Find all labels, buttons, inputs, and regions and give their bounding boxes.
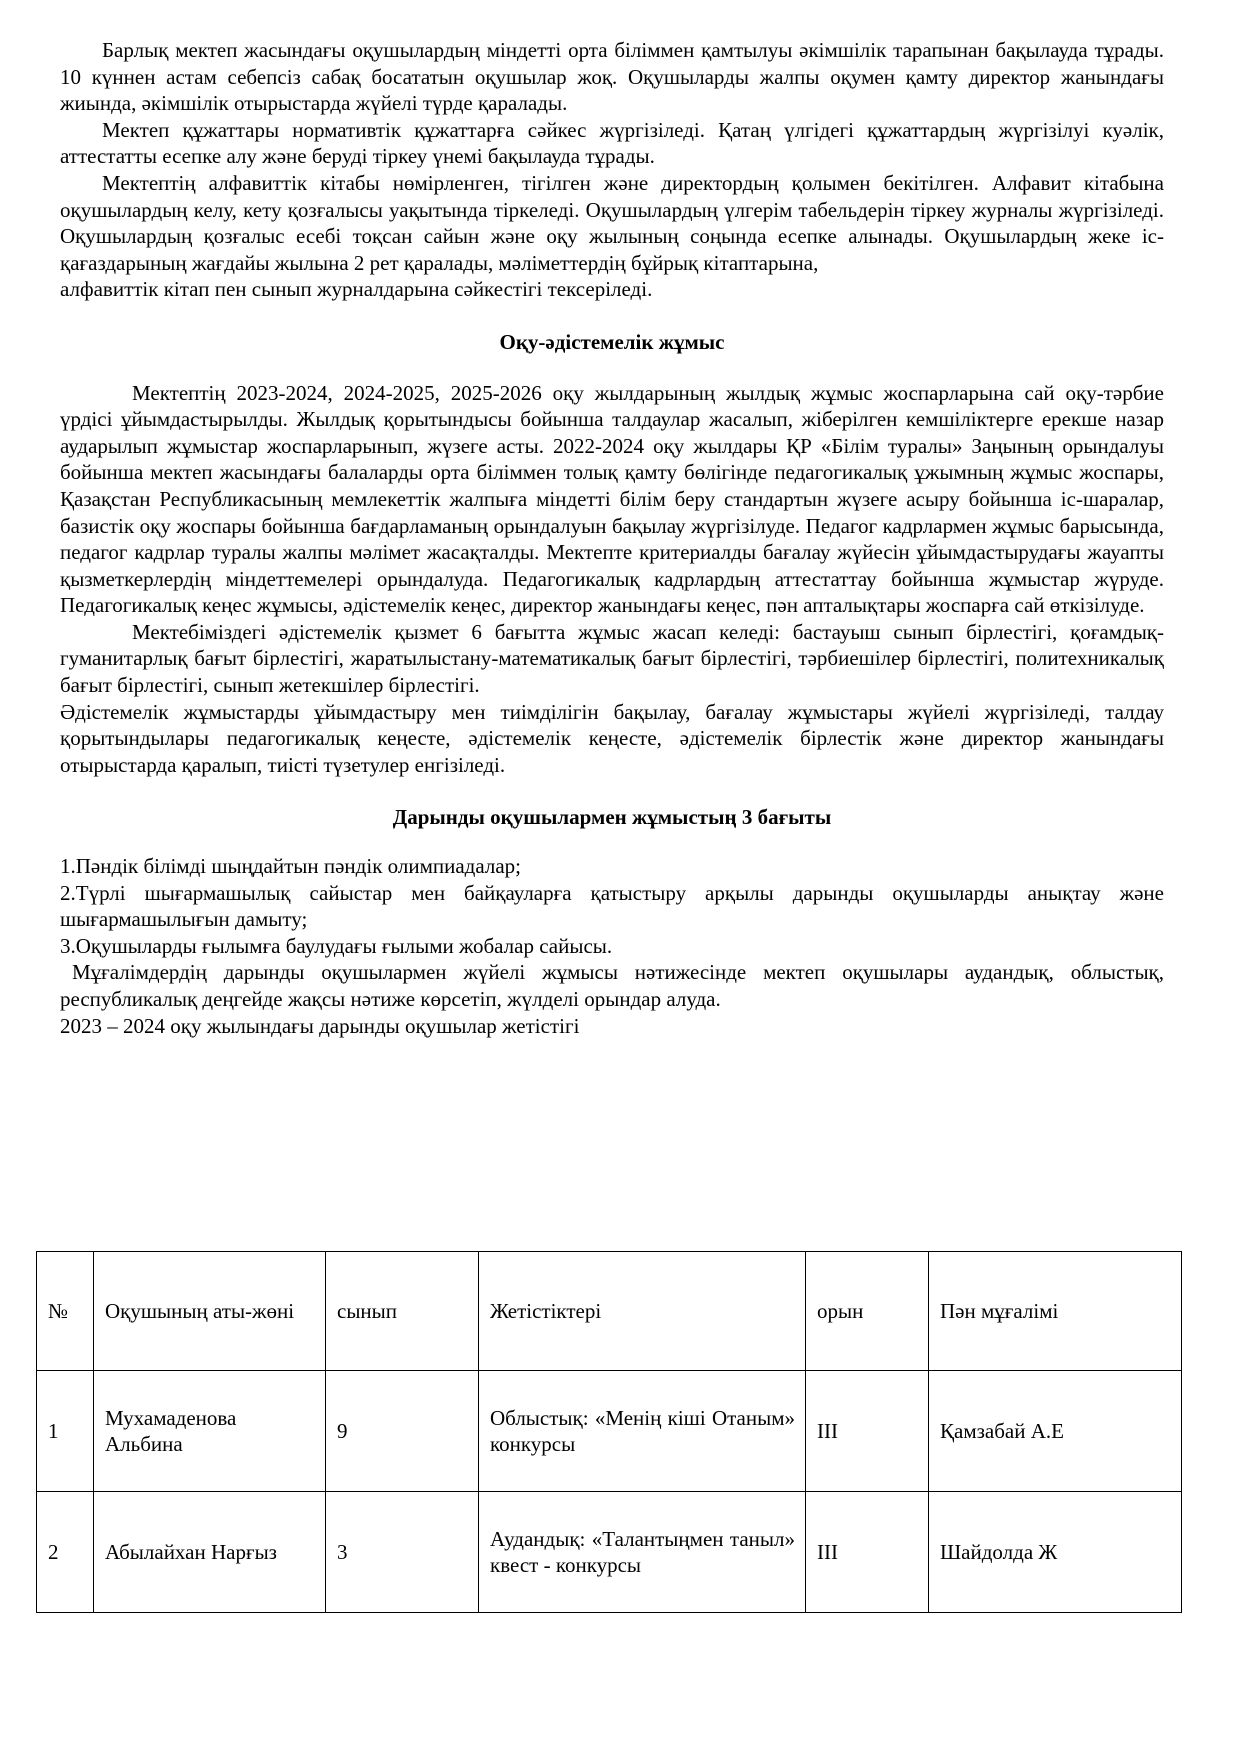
method-paragraph-3: Әдістемелік жұмыстарды ұйымдастыру мен тиімділігін бақылау, бағалау жұмыстары жүйелі жүргізіледі, талдау қорытындылары педагогикалық кеңесте, әдістемелік кеңесте, әдістемелік бірлестік және директор жанындағы отырыстарда қаралып, тиісті түзетулер енгізіледі. — [60, 699, 1164, 777]
header-achievements: Жетістіктері — [479, 1252, 806, 1371]
intro-paragraph-3: Мектептің алфавиттік кітабы нөмірленген, тігілген және директордың қолымен бекітілген. Алфавит кітабына оқушылардың келу, кету қозғалысы уақытында тіркеледі. Оқушылардың үлгерім табельдерін тіркеу журналы жүргізіледі. Оқушылардың қозғалыс есебі тоқсан сайын және оқу жылының соңында есепке алынады. Оқушылардың жеке іс-қағаздарының жағдайы жылына 2 рет қаралады, мәліметтердің бұйрық кітаптарына, — [60, 170, 1164, 275]
list-item: 1.Пәндік білімді шыңдайтын пәндік олимпиадалар; — [60, 854, 521, 879]
document-body — [60, 37, 1164, 1039]
gifted-directions-list — [60, 853, 1164, 959]
intro-paragraph-2: Мектеп құжаттары нормативтік құжаттарға сәйкес жүргізіледі. Қатаң үлгідегі құжаттардың жүргізілуі куәлік, аттестатты есепке алу және беруді тіркеу үнемі бақылауда тұрады. — [60, 117, 1164, 169]
cell-teacher: Шайдолда Ж — [929, 1492, 1182, 1613]
list-item: 3.Оқушыларды ғылымға баулудағы ғылыми жобалар сайысы. — [60, 933, 613, 958]
section-heading-methodical: Оқу-әдістемелік жұмыс — [499, 329, 725, 354]
section-heading-gifted: Дарынды оқушылармен жұмыстың 3 бағыты — [392, 805, 832, 830]
intro-paragraph-4: алфавиттік кітап пен сынып журналдарына сәйкестігі тексеріледі. — [60, 277, 653, 302]
cell-number: 1 — [37, 1371, 94, 1492]
cell-student-name: Абылайхан Нарғыз — [94, 1492, 326, 1613]
table-header-row — [37, 1252, 1182, 1371]
cell-achievement: Аудандық: «Талантыңмен таныл» квест - конкурсы — [479, 1492, 806, 1613]
gifted-paragraph: Мұғалімдердің дарынды оқушылармен жүйелі жұмысы нәтижесінде мектеп оқушылары аудандық, облыстық, республикалық деңгейде жақсы нәтиже көрсетіп, жүлделі орындар алуда. — [60, 960, 1164, 1011]
method-paragraph-2: Мектебіміздегі әдістемелік қызмет 6 бағытта жұмыс жасап келеді: бастауыш сынып бірлестігі, қоғамдық-гуманитарлық бағыт бірлестігі, жаратылыстану-математикалық бағыт бірлестігі, тәрбиешілер бірлестігі, политехникалық бағыт бірлестігі, сынып жетекшілер бірлестігі. — [60, 619, 1164, 698]
header-teacher: Пән мұғалімі — [929, 1252, 1182, 1371]
cell-number: 2 — [37, 1492, 94, 1613]
cell-teacher: Қамзабай А.Е — [929, 1371, 1182, 1492]
method-paragraph-1: Мектептің 2023-2024, 2024-2025, 2025-2026 оқу жылдарының жылдық жұмыс жоспарларына сай оқу-тәрбие үрдісі ұйымдастырылды. Жылдық қорытындысы бойынша талдаулар жасалып, жіберілген кемшіліктерге ерекше назар аударылып жұмыстар жоспарларынып, жүзеге асты. 2022-2024 оқу жылдары ҚР «Білім туралы» Заңының орындалуы бойынша мектеп жасындағы балаларды орта біліммен толық қамту бөлігінде педагогикалық ұжымның жұмыс жоспары, Қазақстан Республикасының мемлекеттік жалпыға міндетті білім беру стандартын жүзеге асыру бойынша іс-шаралар, базистік оқу жоспары бойынша бағдарламаның орындалуын бақылау жүргізілуде. Педагог кадрлармен жұмыс барысында, педагог кадрлар туралы жалпы мәлімет жасақталды. Мектепте критериалды бағалау жүйесін ұйымдастырудағы жауапты қызметкерлердің міндеттемелері орындалуда. Педагогикалық кадрлардың аттестаттау бойынша жұмыстар жүруде. Педагогикалық кеңес жұмысы, әдістемелік кеңес, директор жанындағы кеңес, пән апталықтары жоспарға сай өткізілуде. — [60, 380, 1164, 618]
table-row — [37, 1492, 1182, 1613]
achievements-table — [36, 1251, 1182, 1613]
cell-student-name: Мухамаденова Альбина — [94, 1371, 326, 1492]
header-student-name: Оқушының аты-жөні — [94, 1252, 326, 1371]
cell-grade: 9 — [326, 1371, 479, 1492]
table-caption: 2023 – 2024 оқу жылындағы дарынды оқушылар жетістігі — [60, 1013, 580, 1038]
header-place: орын — [806, 1252, 929, 1371]
table-row — [37, 1371, 1182, 1492]
cell-place: III — [806, 1492, 929, 1613]
intro-paragraph-1: Барлық мектеп жасындағы оқушылардың міндетті орта біліммен қамтылуы әкімшілік тарапынан бақылауда тұрады. 10 күннен астам себепсіз сабақ босататын оқушылар жоқ. Оқушыларды жалпы оқумен қамту директор жанындағы жиында, әкімшілік отырыстарда жүйелі түрде қаралады. — [60, 38, 1164, 116]
list-item: 2.Түрлі шығармашылық сайыстар мен байқауларға қатыстыру арқылы дарынды оқушыларды анықтау және шығармашылығын дамыту; — [60, 880, 1164, 932]
cell-grade: 3 — [326, 1492, 479, 1613]
header-grade: сынып — [326, 1252, 479, 1371]
cell-place: III — [806, 1371, 929, 1492]
header-number: № — [37, 1252, 94, 1371]
cell-achievement: Облыстық: «Менің кіші Отаным» конкурсы — [479, 1371, 806, 1492]
